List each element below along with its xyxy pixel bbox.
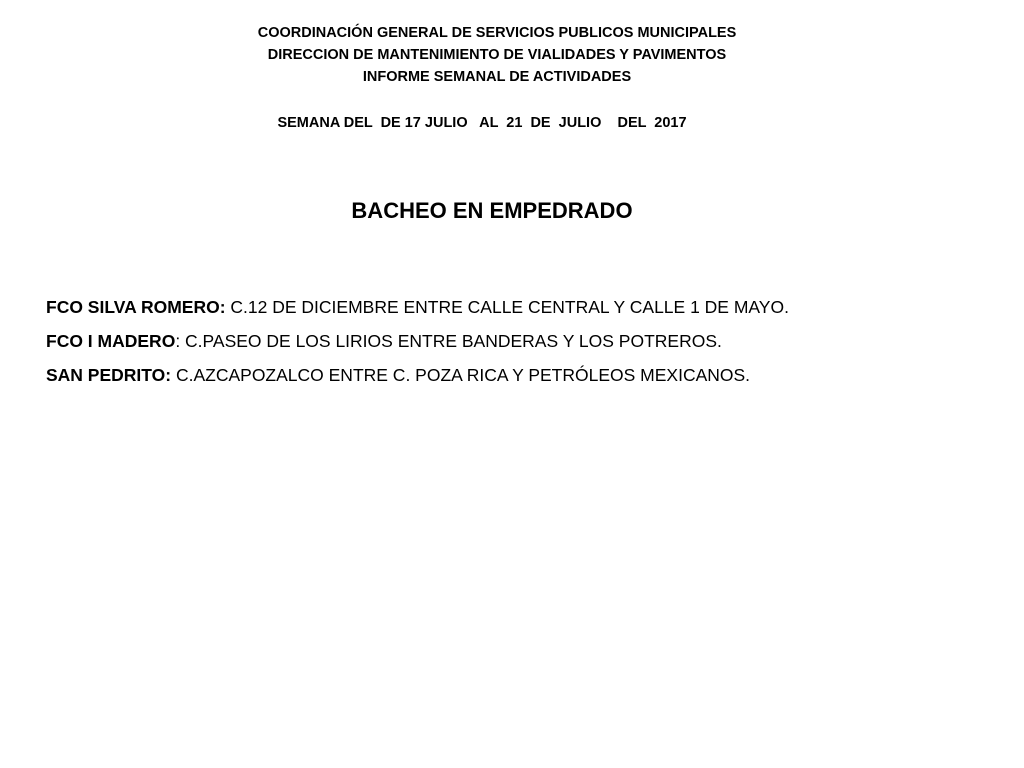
header-coordination: COORDINACIÓN GENERAL DE SERVICIOS PUBLICOS MUNICIPALES (257, 25, 737, 41)
report-header (0, 22, 1024, 88)
activity-description: C.AZCAPOZALCO ENTRE C. POZA RICA Y PETRÓLEOS MEXICANOS. (171, 365, 751, 385)
activity-location: FCO SILVA ROMERO: (46, 297, 226, 317)
section-title: BACHEO EN EMPEDRADO (351, 198, 633, 223)
activity-location: FCO I MADERO (46, 331, 176, 351)
activity-description: C.12 DE DICIEMBRE ENTRE CALLE CENTRAL Y CALLE 1 DE MAYO. (225, 297, 789, 317)
activity-description: : C.PASEO DE LOS LIRIOS ENTRE BANDERAS Y LOS POTREROS. (175, 331, 722, 351)
header-report-title: INFORME SEMANAL DE ACTIVIDADES (362, 69, 632, 85)
activity-item (46, 290, 1006, 324)
activity-location: SAN PEDRITO: (46, 365, 172, 385)
activity-item (46, 358, 1006, 392)
activity-list (46, 290, 1006, 392)
activity-item (46, 324, 1006, 358)
header-direction: DIRECCION DE MANTENIMIENTO DE VIALIDADES Y PAVIMENTOS (267, 47, 727, 63)
report-week: SEMANA DEL DE 17 JULIO AL 21 DE JULIO DEL 2017 (277, 115, 687, 131)
